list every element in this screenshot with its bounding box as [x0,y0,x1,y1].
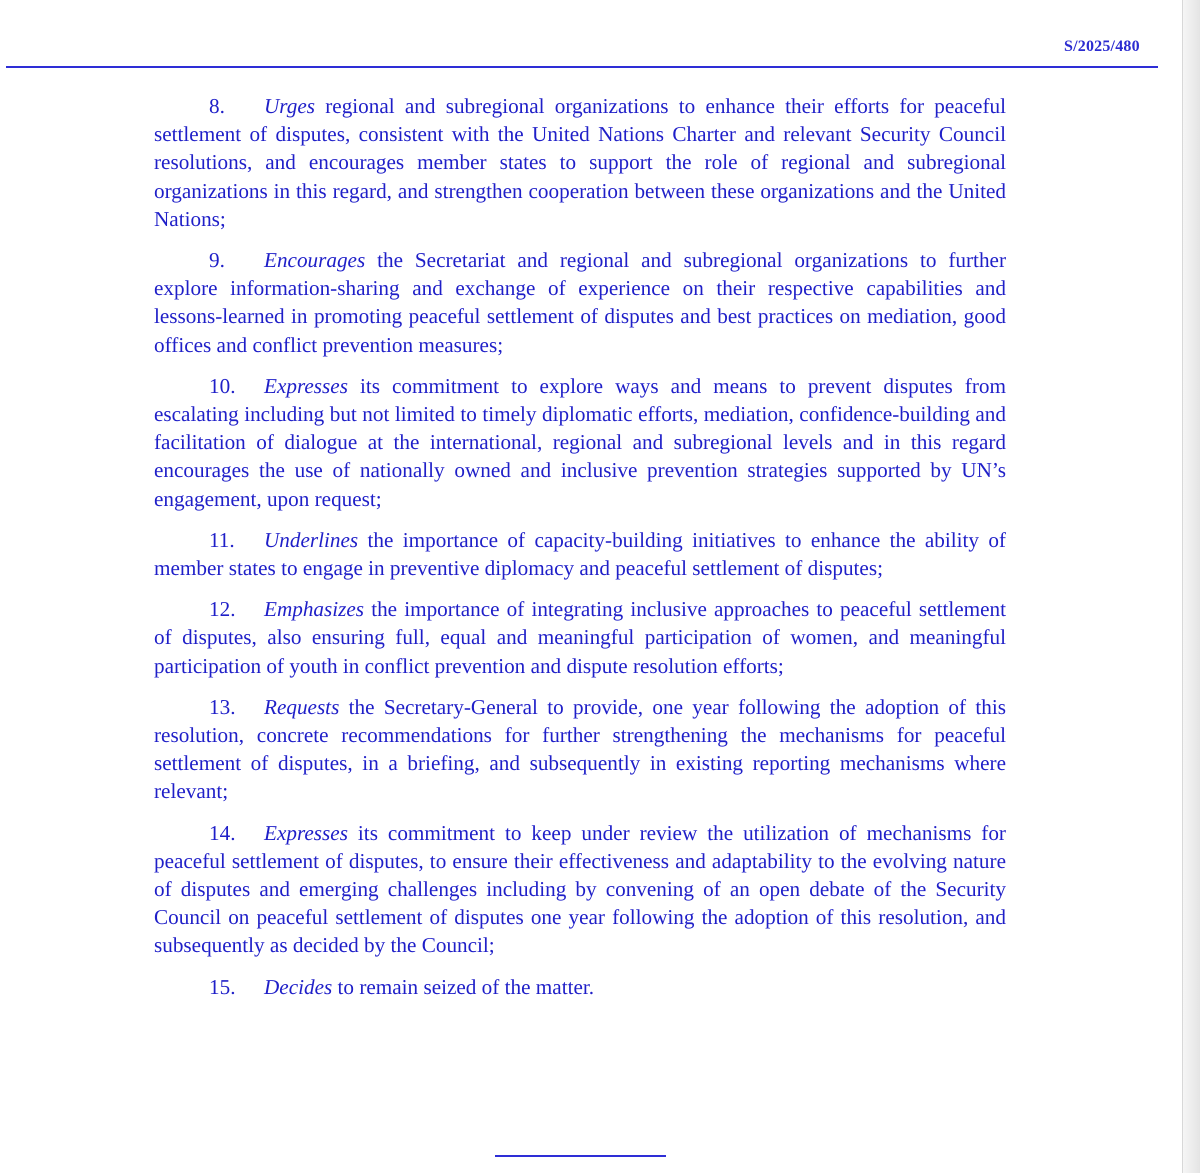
paragraph-8 [154,92,1006,233]
document-symbol: S/2025/480 [1064,38,1140,55]
end-of-document-rule [495,1155,666,1157]
paragraph-number: 9. [209,248,225,273]
paragraph-number: 14. [209,820,236,845]
operative-verb: Requests [264,694,340,719]
paragraph-number: 8. [209,94,225,118]
paragraph-text: regional and subregional organizations to enhance their efforts for peaceful settlement of disputes, consistent with the United Nations Charter and relevant Security Council resolutions, and encourages member states to support the role of regional and subregional organizations in this regard, and strengthen cooperation between these organizations and the United Nations; [154,94,1006,231]
paragraph-number: 10. [209,373,236,398]
operative-verb: Underlines [264,527,359,552]
paragraph-text: its commitment to keep under review the utilization of mechanisms for peaceful settlement of disputes, to ensure their effectiveness and adaptability to the evolving nature of disputes and emerging challenges including by convening of an open debate of the Security Council on peaceful settlement of disputes one year following the adoption of this resolution, and subsequently as decided by the Council; [154,820,1006,958]
header-rule [6,66,1158,68]
viewer-edge-shadow [1182,0,1200,1173]
paragraph-number: 12. [209,597,236,622]
paragraph-number: 13. [209,694,236,719]
operative-verb: Urges [264,94,316,118]
operative-verb: Expresses [264,820,348,845]
paragraph-9 [154,246,1006,359]
paragraph-text: the Secretariat and regional and subregional organizations to further explore information-sharing and exchange of experience on their respective capabilities and lessons-learned in promoting peaceful settlement of disputes and best practices on mediation, good offices and conflict prevention measures; [154,248,1006,357]
paragraph-12 [154,595,1006,680]
operative-verb: Expresses [264,373,348,398]
operative-verb: Decides [264,974,333,999]
paragraph-text: to remain seized of the matter. [332,974,595,999]
paragraph-text: its commitment to explore ways and means to prevent disputes from escalating including but not limited to timely diplomatic efforts, mediation, confidence-building and facilitation of dialogue at the international, regional and subregional levels and in this regard encourages the use of nationally owned and inclusive prevention strategies supported by UN’s engagement, upon request; [154,373,1006,511]
paragraph-15 [154,973,1006,1001]
resolution-body [154,92,1006,1014]
paragraph-text: the importance of integrating inclusive approaches to peaceful settlement of disputes, also ensuring full, equal and meaningful participation of women, and meaningful participation of youth in conflict prevention and dispute resolution efforts; [154,597,1006,678]
paragraph-number: 11. [209,527,235,552]
paragraph-text: the importance of capacity-building initiatives to enhance the ability of member states to engage in preventive diplomacy and peaceful settlement of disputes; [154,527,1006,581]
operative-verb: Emphasizes [264,597,365,622]
paragraph-text: the Secretary-General to provide, one year following the adoption of this resolution, concrete recommendations for further strengthening the mechanisms for peaceful settlement of disputes, in a briefing, and subsequently in existing reporting mechanisms where relevant; [154,694,1006,804]
operative-verb: Encourages [264,248,366,273]
paragraph-11 [154,526,1006,582]
paragraph-13 [154,693,1006,806]
paragraph-10 [154,372,1006,513]
paragraph-number: 15. [209,974,236,999]
paragraph-14 [154,819,1006,960]
